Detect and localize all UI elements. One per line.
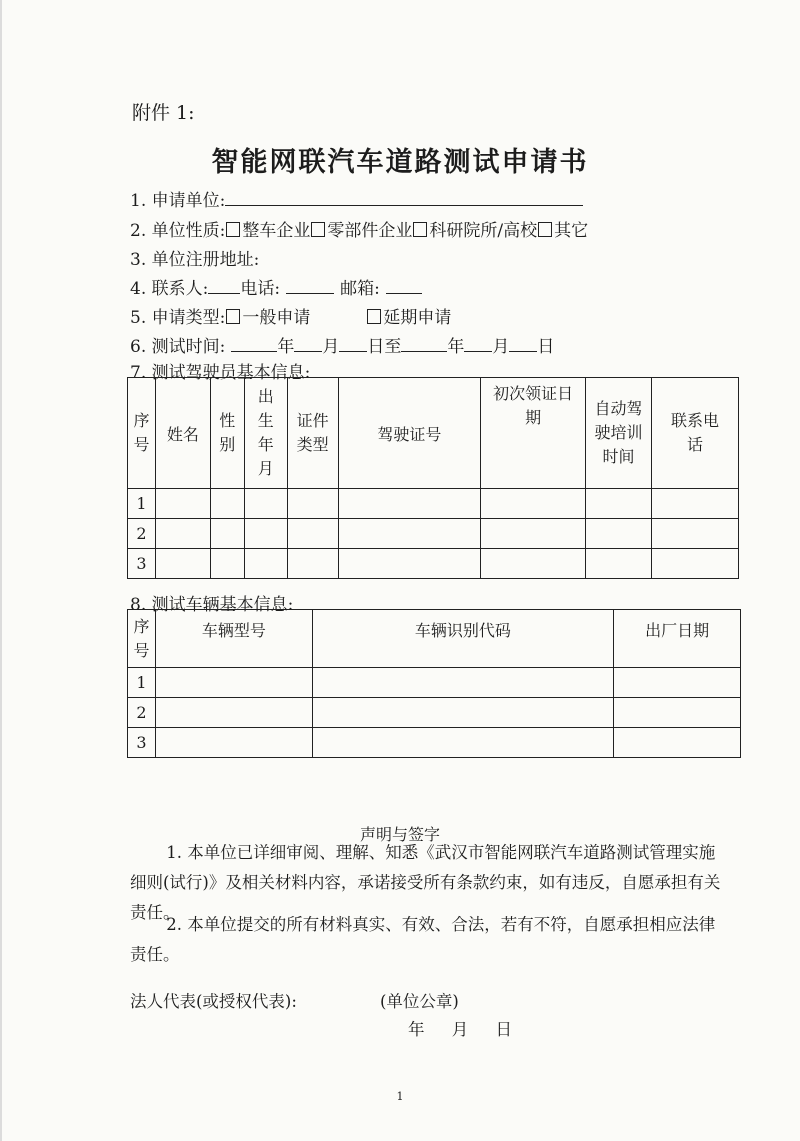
option-parts-enterprise: 零部件企业 bbox=[327, 221, 413, 241]
option-extension-application: 延期申请 bbox=[383, 308, 452, 328]
driver-cell[interactable] bbox=[338, 489, 481, 519]
driver-cell[interactable] bbox=[210, 519, 244, 549]
driver-cell[interactable] bbox=[586, 549, 652, 579]
driver-info-table bbox=[127, 377, 739, 579]
checkbox-other[interactable] bbox=[538, 222, 552, 237]
applicant-unit-blank[interactable] bbox=[225, 189, 583, 206]
vehicle-section-title: 8. 测试车辆基本信息: bbox=[130, 595, 294, 615]
vehicle-cell[interactable] bbox=[614, 668, 741, 698]
checkbox-research-institute[interactable] bbox=[413, 222, 427, 237]
vehicle-row bbox=[128, 668, 741, 698]
start-year-blank[interactable] bbox=[231, 335, 277, 352]
checkbox-extension-application[interactable] bbox=[367, 309, 381, 324]
driver-cell[interactable] bbox=[287, 489, 338, 519]
vehicle-row-number: 2 bbox=[128, 698, 156, 728]
declaration-paragraph-2: 2. 本单位提交的所有材料真实、有效、合法，若有不符，自愿承担相应法律责任。 bbox=[130, 915, 716, 964]
driver-cell[interactable] bbox=[652, 489, 739, 519]
driver-cell[interactable] bbox=[210, 489, 244, 519]
declaration-title: 声明与签字 bbox=[359, 825, 440, 844]
option-vehicle-enterprise: 整车企业 bbox=[242, 221, 311, 241]
phone-blank[interactable] bbox=[286, 277, 334, 294]
header-manufacture-date: 出厂日期 bbox=[614, 610, 741, 668]
vehicle-cell[interactable] bbox=[155, 728, 312, 758]
header-autodrive-training: 自动驾驶培训时间 bbox=[586, 378, 652, 489]
driver-row-number: 2 bbox=[128, 519, 156, 549]
attachment-label: 附件 1: bbox=[132, 102, 195, 124]
driver-row-number: 3 bbox=[128, 549, 156, 579]
month-label: 月 bbox=[322, 337, 340, 357]
driver-row bbox=[128, 489, 739, 519]
driver-cell[interactable] bbox=[244, 549, 287, 579]
signature-date: 年 月 日 bbox=[408, 1020, 512, 1039]
driver-cell[interactable] bbox=[155, 519, 210, 549]
driver-cell[interactable] bbox=[155, 549, 210, 579]
driver-cell[interactable] bbox=[652, 549, 739, 579]
phone-label: 电话: bbox=[240, 279, 281, 299]
vehicle-cell[interactable] bbox=[155, 698, 312, 728]
apply-type-row bbox=[130, 303, 451, 328]
applicant-unit-row bbox=[130, 186, 583, 211]
applicant-unit-label: 1. 申请单位: bbox=[130, 191, 226, 211]
vehicle-row-number: 3 bbox=[128, 728, 156, 758]
driver-cell[interactable] bbox=[586, 519, 652, 549]
end-day-blank[interactable] bbox=[509, 335, 537, 352]
vehicle-cell[interactable] bbox=[312, 698, 613, 728]
header-name: 姓名 bbox=[155, 378, 210, 489]
option-other: 其它 bbox=[554, 221, 589, 241]
driver-cell[interactable] bbox=[481, 519, 586, 549]
header-gender: 性别 bbox=[210, 378, 244, 489]
driver-cell[interactable] bbox=[210, 549, 244, 579]
driver-cell[interactable] bbox=[287, 519, 338, 549]
header-license-no: 驾驶证号 bbox=[338, 378, 481, 489]
driver-cell[interactable] bbox=[481, 549, 586, 579]
vehicle-table-header bbox=[128, 610, 741, 668]
driver-table-header bbox=[128, 378, 739, 489]
option-research-institute: 科研院所/高校 bbox=[429, 221, 538, 241]
driver-cell[interactable] bbox=[244, 519, 287, 549]
end-month-blank[interactable] bbox=[464, 335, 492, 352]
legal-rep-label: 法人代表(或授权代表): bbox=[130, 992, 297, 1011]
vehicle-row bbox=[128, 698, 741, 728]
vehicle-info-table bbox=[127, 609, 741, 758]
driver-cell[interactable] bbox=[155, 489, 210, 519]
driver-section-title: 7. 测试驾驶员基本信息: bbox=[130, 363, 311, 383]
vehicle-cell[interactable] bbox=[614, 698, 741, 728]
driver-cell[interactable] bbox=[481, 489, 586, 519]
driver-cell[interactable] bbox=[287, 549, 338, 579]
registered-address-label: 3. 单位注册地址: bbox=[130, 250, 260, 270]
contact-label: 4. 联系人: bbox=[130, 279, 209, 299]
vehicle-cell[interactable] bbox=[155, 668, 312, 698]
driver-cell[interactable] bbox=[586, 489, 652, 519]
driver-cell[interactable] bbox=[338, 519, 481, 549]
unit-nature-row bbox=[130, 216, 588, 241]
vehicle-cell[interactable] bbox=[312, 668, 613, 698]
driver-row bbox=[128, 519, 739, 549]
unit-seal-label: (单位公章) bbox=[380, 992, 459, 1011]
contact-blank[interactable] bbox=[208, 277, 240, 294]
to-label: 日至 bbox=[367, 337, 402, 357]
header-seq: 序号 bbox=[128, 610, 156, 668]
checkbox-vehicle-enterprise[interactable] bbox=[226, 222, 240, 237]
start-month-blank[interactable] bbox=[294, 335, 322, 352]
header-first-license-date: 初次领证日期 bbox=[481, 378, 586, 489]
test-time-row bbox=[130, 332, 554, 357]
email-label: 邮箱: bbox=[340, 279, 380, 299]
document-title: 智能网联汽车道路测试申请书 bbox=[211, 147, 589, 178]
contact-row bbox=[130, 274, 422, 299]
header-vehicle-model: 车辆型号 bbox=[155, 610, 312, 668]
driver-row-number: 1 bbox=[128, 489, 156, 519]
checkbox-general-application[interactable] bbox=[226, 309, 240, 324]
driver-cell[interactable] bbox=[652, 519, 739, 549]
year-label: 年 bbox=[277, 337, 295, 357]
page-number: 1 bbox=[396, 1090, 404, 1103]
header-birth: 出生年月 bbox=[244, 378, 287, 489]
day-label: 日 bbox=[537, 337, 555, 357]
header-seq: 序号 bbox=[128, 378, 156, 489]
option-general-application: 一般申请 bbox=[242, 308, 311, 328]
email-blank[interactable] bbox=[386, 277, 422, 294]
vehicle-cell[interactable] bbox=[312, 728, 613, 758]
start-day-blank[interactable] bbox=[339, 335, 367, 352]
unit-nature-label: 2. 单位性质: bbox=[130, 221, 226, 241]
end-year-blank[interactable] bbox=[401, 335, 447, 352]
vehicle-row-number: 1 bbox=[128, 668, 156, 698]
month-label: 月 bbox=[492, 337, 510, 357]
header-vin: 车辆识别代码 bbox=[312, 610, 613, 668]
driver-cell[interactable] bbox=[244, 489, 287, 519]
vehicle-cell[interactable] bbox=[614, 728, 741, 758]
apply-type-label: 5. 申请类型: bbox=[130, 308, 226, 328]
checkbox-parts-enterprise[interactable] bbox=[311, 222, 325, 237]
driver-cell[interactable] bbox=[338, 549, 481, 579]
declaration-paragraph-1: 1. 本单位已详细审阅、理解、知悉《武汉市智能网联汽车道路测试管理实施细则(试行)》及相关材料内容，承诺接受所有条款约束，如有违反，自愿承担有关责任。 bbox=[130, 843, 721, 922]
test-time-label: 6. 测试时间: bbox=[130, 337, 226, 357]
year-label: 年 bbox=[447, 337, 465, 357]
driver-row bbox=[128, 549, 739, 579]
vehicle-row bbox=[128, 728, 741, 758]
header-id-type: 证件类型 bbox=[287, 378, 338, 489]
header-phone: 联系电话 bbox=[652, 378, 739, 489]
